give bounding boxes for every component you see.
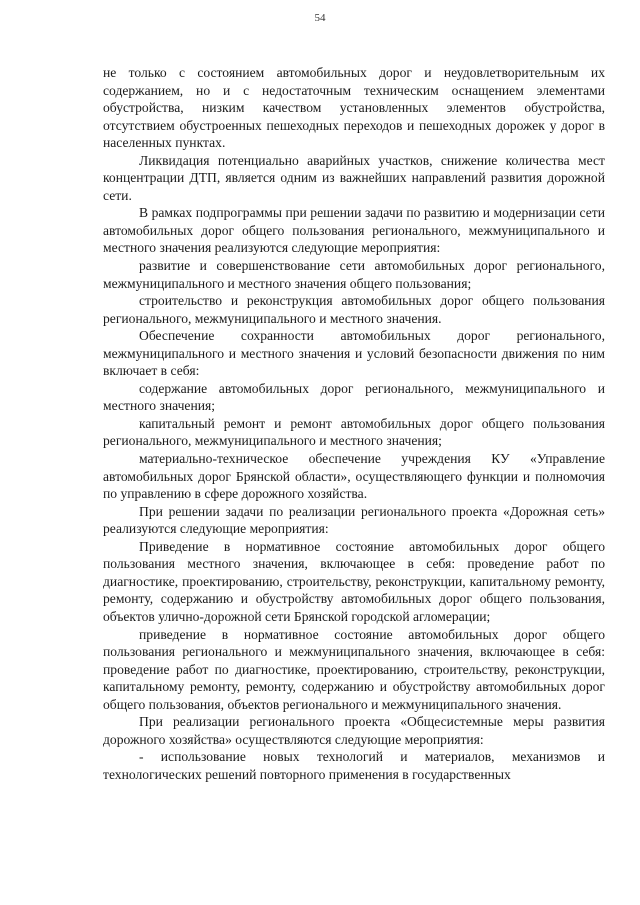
list-item-paragraph: капитальный ремонт и ремонт автомобильных дорог общего пользования регионального, межмуниципального и местного значения;: [103, 415, 605, 449]
list-item-paragraph: Приведение в нормативное состояние автомобильных дорог общего пользования местного значения, включающее в себя: проведение работ по диагностике, проектированию, строительству, реконструкции, капитальному ремонту, ремонту, содержанию и обустройству автомобильных дорог общего пользования, объектов улично-дорожной сети Брянской городской агломерации;: [103, 538, 605, 624]
list-item-paragraph: материально-техническое обеспечение учреждения КУ «Управление автомобильных дорог Брянской области», осуществляющего функции и полномочия по управлению в сфере дорожного хозяйства.: [103, 451, 605, 502]
paragraph-continuation: не только с состоянием автомобильных дорог и неудовлетворительным их содержанием, но и с недостаточным техническим оснащением элементами обустройства, низким качеством установленных элементов обустройства, отсутствием обустроенных пешеходных переходов и пешеходных дорожек у дорог в населенных пунктах.: [103, 65, 605, 151]
paragraph: При решении задачи по реализации регионального проекта «Дорожная сеть» реализуются следующие мероприятия:: [103, 503, 605, 537]
paragraph: При реализации регионального проекта «Общесистемные меры развития дорожного хозяйства» осуществляются следующие мероприятия:: [103, 714, 605, 747]
list-item-paragraph: приведение в нормативное состояние автомобильных дорог общего пользования регионального и межмуниципального значения, включающее в себя: проведение работ по диагностике, проектированию, строительству, реконструкции, капитальному ремонту, ремонту, содержанию и обустройству автомобильных дорог общего пользования, объектов регионального и межмуниципального значения.: [103, 626, 605, 712]
list-item-paragraph: развитие и совершенствование сети автомобильных дорог регионального, межмуниципального и местного значения общего пользования;: [103, 258, 605, 291]
page-number: 54: [314, 12, 326, 24]
list-item-paragraph: - использование новых технологий и материалов, механизмов и технологических решений повторного применения в государственных: [103, 749, 605, 782]
list-item-paragraph: строительство и реконструкция автомобильных дорог общего пользования регионального, межмуниципального и местного значения.: [103, 293, 605, 326]
paragraph: Ликвидация потенциально аварийных участков, снижение количества мест концентрации ДТП, является одним из важнейших направлений развития дорожной сети.: [103, 152, 605, 203]
paragraph: Обеспечение сохранности автомобильных дорог регионального, межмуниципального и местного значения и условий безопасности движения по ним включает в себя:: [103, 328, 605, 379]
list-item-paragraph: содержание автомобильных дорог регионального, межмуниципального и местного значения;: [103, 380, 605, 414]
document-body: [103, 64, 605, 783]
paragraph: В рамках подпрограммы при решении задачи по развитию и модернизации сети автомобильных дорог общего пользования регионального, межмуниципального и местного значения реализуются следующие мероприятия:: [103, 205, 605, 256]
